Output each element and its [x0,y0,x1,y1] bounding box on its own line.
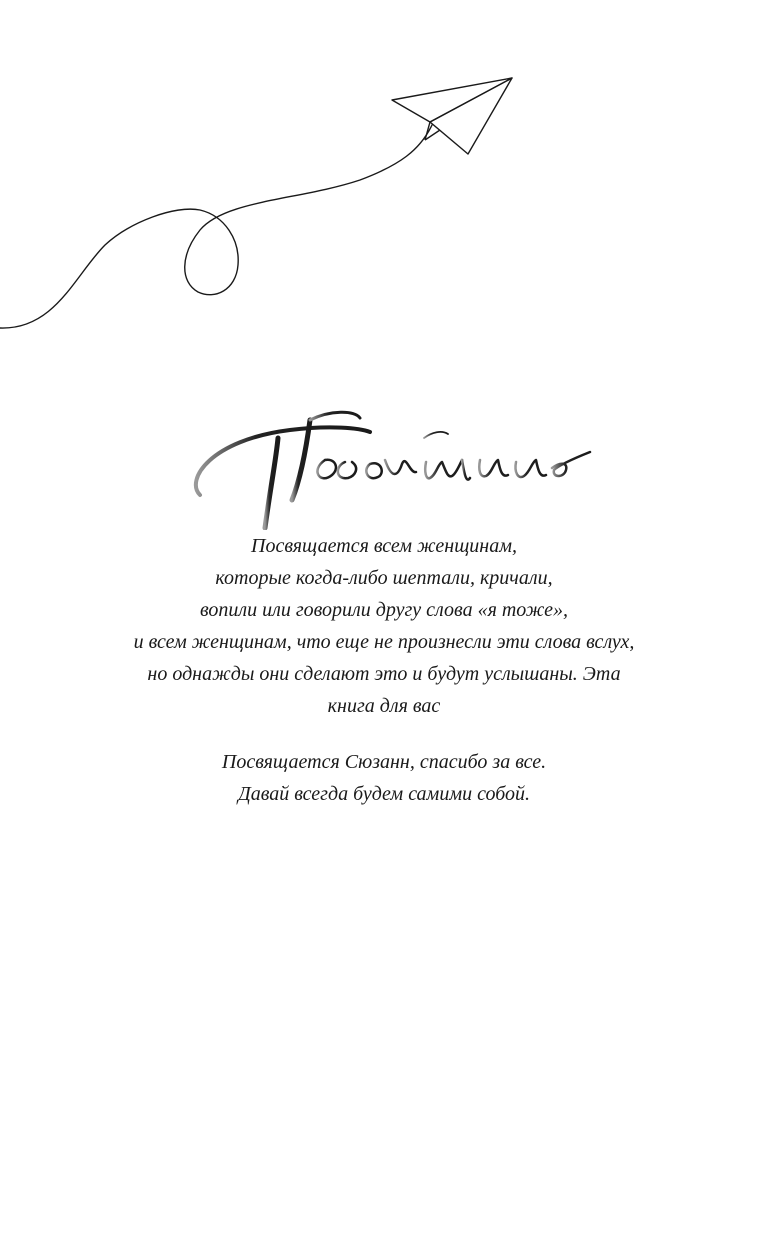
dedication-paragraph-suzanne [40,746,728,810]
dedication-line: Посвящается Сюзанн, спасибо за все. [221,751,547,773]
dedication-paragraph-women [40,530,728,722]
dedication-line: и всем женщинам, что еще не произнесли эти слова вслух, [133,631,635,653]
calligraphy-heading [180,380,600,530]
dedication-line: книга для вас [327,695,441,717]
dedication-line: которые когда-либо шептали, кричали, [215,567,553,589]
dedication-line: Давай всегда будем самими собой. [237,783,530,805]
page-title [180,380,600,530]
dedication-line: но однажды они сделают это и будут услышаны. Эта [147,663,621,685]
dedication-line: Посвящается всем женщинам, [251,535,517,557]
flight-path-icon [0,125,432,328]
paper-plane-illustration [0,60,540,350]
paper-plane-icon [392,78,512,154]
dedication-line: вопили или говорили другу слова «я тоже», [199,599,569,621]
